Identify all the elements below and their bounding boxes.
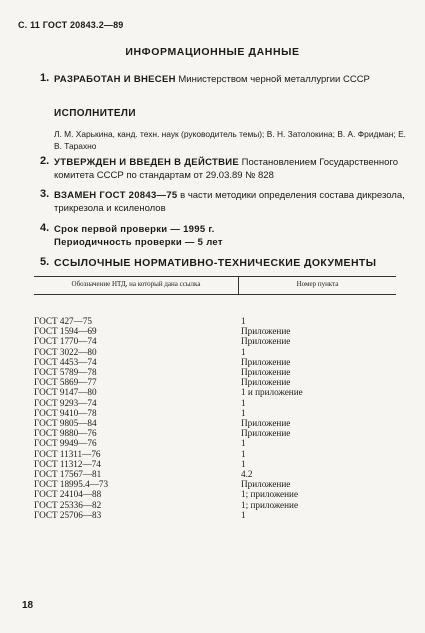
- table-row: [34, 479, 396, 489]
- table-row: [34, 510, 396, 520]
- reference-designation: ГОСТ 9147—80: [34, 387, 97, 398]
- section-4-text: [54, 223, 406, 249]
- table-row: [34, 428, 396, 438]
- reference-item-number: 1: [241, 438, 246, 449]
- reference-designation: ГОСТ 9293—74: [34, 397, 97, 408]
- reference-table-body: [34, 295, 396, 521]
- reference-item-number: 1: [241, 346, 246, 357]
- reference-item-number: Приложение: [241, 326, 291, 337]
- reference-item-number: Приложение: [241, 367, 291, 378]
- table-row: [34, 367, 396, 377]
- table-row: [34, 459, 396, 469]
- section-1-bold: РАЗРАБОТАН И ВНЕСЕН: [54, 74, 176, 85]
- table-row: [34, 398, 396, 408]
- reference-designation: ГОСТ 11312—74: [34, 458, 101, 469]
- reference-designation: ГОСТ 9880—76: [34, 428, 97, 439]
- reference-item-number: 1; приложение: [241, 499, 299, 510]
- reference-item-number: 1: [241, 458, 246, 469]
- reference-item-number: 1: [241, 509, 246, 520]
- section-5-title: ССЫЛОЧНЫЕ НОРМАТИВНО-ТЕХНИЧЕСКИЕ ДОКУМЕНТЫ: [54, 257, 377, 269]
- table-row: [34, 357, 396, 367]
- table-row: [34, 336, 396, 346]
- reference-designation: ГОСТ 11311—76: [34, 448, 101, 459]
- section-3-bold: ВЗАМЕН ГОСТ 20843—75: [54, 190, 178, 201]
- reference-item-number: Приложение: [241, 418, 291, 429]
- table-row: [34, 500, 396, 510]
- reference-designation: ГОСТ 9949—76: [34, 438, 97, 449]
- reference-item-number: 1: [241, 397, 246, 408]
- column-header-designation: Обозначение НТД, на который дана ссылка: [34, 277, 239, 295]
- section-5-number: 5.: [40, 256, 50, 268]
- reference-designation: ГОСТ 4453—74: [34, 356, 97, 367]
- section-2-text: [54, 156, 406, 182]
- reference-item-number: Приложение: [241, 356, 291, 367]
- reference-table: [34, 276, 396, 520]
- page-number: 18: [22, 600, 34, 611]
- table-row: [34, 387, 396, 397]
- table-row: [34, 326, 396, 336]
- reference-item-number: Приложение: [241, 336, 291, 347]
- section-3-number: 3.: [40, 188, 50, 200]
- section-2-bold: УТВЕРЖДЕН И ВВЕДЕН В ДЕЙСТВИЕ: [54, 157, 240, 168]
- reference-item-number: 1: [241, 448, 246, 459]
- reference-designation: ГОСТ 24104—88: [34, 489, 102, 500]
- reference-item-number: 1: [241, 316, 246, 326]
- performers-label: ИСПОЛНИТЕЛИ: [54, 108, 136, 119]
- reference-item-number: 1; приложение: [241, 489, 299, 500]
- page-header: С. 11 ГОСТ 20843.2—89: [18, 20, 124, 30]
- reference-item-number: 1: [241, 407, 246, 418]
- table-row: [34, 408, 396, 418]
- reference-designation: ГОСТ 1594—69: [34, 326, 97, 337]
- section-1-text: [54, 73, 406, 86]
- column-header-item-number: Номер пункта: [239, 277, 397, 295]
- reference-designation: ГОСТ 9805—84: [34, 418, 97, 429]
- section-1-number: 1.: [40, 72, 50, 84]
- section-4-number: 4.: [40, 222, 50, 234]
- reference-item-number: 1 и приложение: [241, 387, 303, 398]
- reference-designation: ГОСТ 5789—78: [34, 367, 97, 378]
- section-3-text: [54, 189, 406, 215]
- reference-designation: ГОСТ 3022—80: [34, 346, 97, 357]
- reference-designation: ГОСТ 25336—82: [34, 499, 102, 510]
- reference-item-number: Приложение: [241, 377, 291, 388]
- page-title: ИНФОРМАЦИОННЫЕ ДАННЫЕ: [125, 46, 300, 58]
- table-row: [34, 347, 396, 357]
- reference-designation: ГОСТ 18995.4—73: [34, 479, 109, 490]
- table-row: [34, 438, 396, 448]
- section-2-rest: Постановлением Государственного комитета СССР по стандартам от 29.03.89 № 828: [54, 157, 398, 181]
- section-3-rest: в части методики определения состава дикрезола, трикрезола и ксиленолов: [54, 190, 405, 214]
- section-1-rest: Министерством черной металлургии СССР: [175, 74, 370, 85]
- section-4-line-2: Периодичность проверки — 5 лет: [54, 237, 223, 248]
- table-row: [34, 295, 396, 327]
- table-row: [34, 469, 396, 479]
- reference-designation: ГОСТ 1770—74: [34, 336, 97, 347]
- table-row: [34, 449, 396, 459]
- reference-designation: ГОСТ 17567—81: [34, 469, 102, 480]
- performers-list: Л. М. Харькина, канд. техн. наук (руководитель темы); В. Н. Затолокина; В. А. Фридман; Е. В. Тарахно: [54, 129, 406, 151]
- reference-item-number: 4.2: [241, 469, 253, 480]
- section-4-line-1: Срок первой проверки — 1995 г.: [54, 224, 215, 235]
- reference-item-number: Приложение: [241, 428, 291, 439]
- reference-designation: ГОСТ 9410—78: [34, 407, 97, 418]
- reference-designation: ГОСТ 427—75: [34, 316, 93, 326]
- table-row: [34, 377, 396, 387]
- reference-item-number: Приложение: [241, 479, 291, 490]
- reference-designation: ГОСТ 25706—83: [34, 509, 102, 520]
- section-2-number: 2.: [40, 155, 50, 167]
- table-row: [34, 418, 396, 428]
- table-header-row: [34, 277, 396, 295]
- reference-designation: ГОСТ 5869—77: [34, 377, 97, 388]
- table-row: [34, 489, 396, 499]
